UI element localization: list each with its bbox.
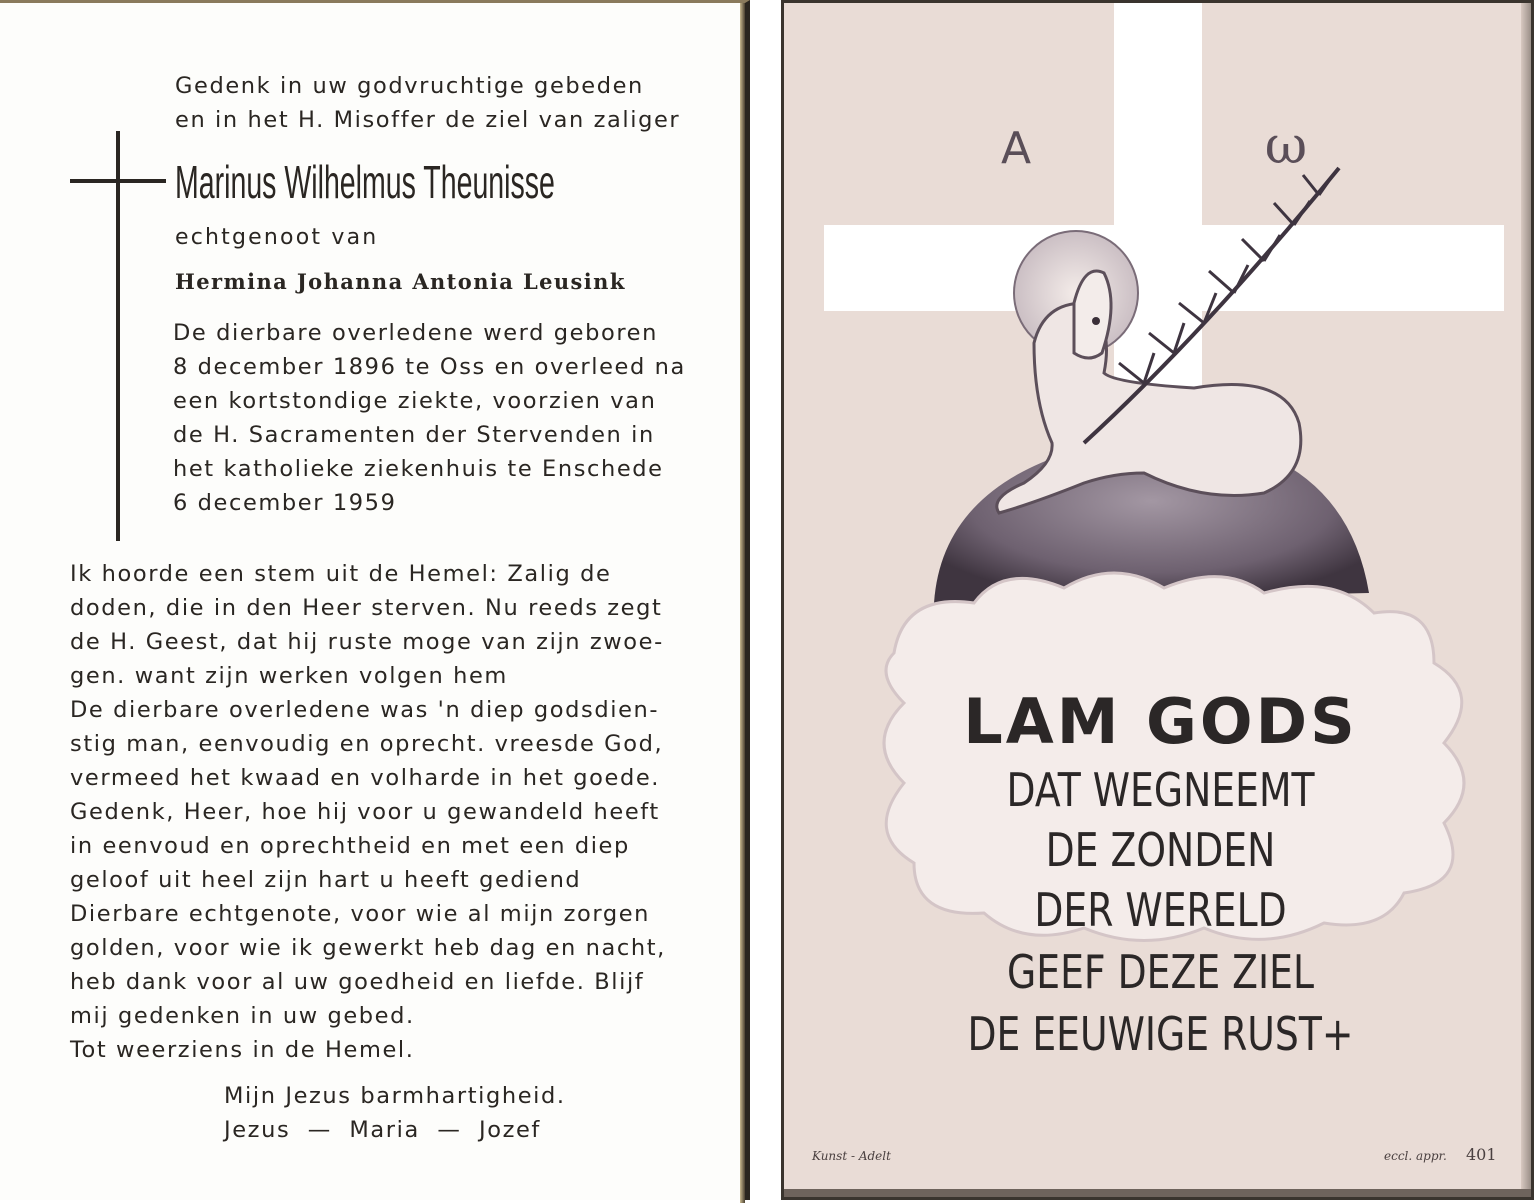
text-line: vermeed het kwaad en volharde in het goede. (70, 765, 661, 791)
intro-line: Gedenk in uw godvruchtige gebeden (175, 73, 644, 99)
prayer-card-image-side (781, 0, 1534, 1200)
lamb-head (1074, 271, 1111, 358)
deceased-name: Marinus Wilhelmus Theunisse (175, 156, 555, 208)
artist-credit: Kunst - Adelt (812, 1149, 891, 1163)
bio-line: het katholieke ziekenhuis te Enschede (173, 456, 664, 482)
prayer-line: DE EEUWIGE RUST+ (967, 1007, 1354, 1061)
bio-line: 8 december 1896 te Oss en overleed na (173, 354, 686, 380)
intro-text (175, 69, 680, 137)
prayer-line: GEEF DEZE ZIEL (1007, 945, 1314, 999)
bio-line: 6 december 1959 (173, 490, 397, 516)
spouse-label: echtgenoot van (175, 225, 379, 250)
card-title: LAM GODS (963, 685, 1358, 758)
bio-line: een kortstondige ziekte, voorzien van (173, 388, 657, 414)
alpha-symbol: A (1000, 123, 1032, 174)
prayer-card-text-side (0, 0, 750, 1200)
omega-symbol: ω (1264, 116, 1308, 176)
text-line: Ik hoorde een stem uit de Hemel: Zalig de (70, 561, 612, 587)
spouse-name: Hermina Johanna Antonia Leusink (175, 269, 626, 294)
text-line: de H. Geest, dat hij ruste moge van zijn zwoe- (70, 629, 664, 655)
prayer-line: DE ZONDEN (1045, 823, 1276, 877)
bio-line: De dierbare overledene werd geboren (173, 320, 658, 346)
closing-prayer (224, 1079, 566, 1147)
text-line: De dierbare overledene was 'n diep godsdien- (70, 697, 660, 723)
memorial-text (70, 557, 666, 1067)
text-line: in eenvoud en oprechtheid en met een diep (70, 833, 630, 859)
intro-line: en in het H. Misoffer de ziel van zaliger (175, 107, 681, 133)
bio-line: de H. Sacramenten der Stervenden in (173, 422, 655, 448)
cross-horizontal (824, 225, 1504, 311)
text-line: golden, voor wie ik gewerkt heb dag en nacht, (70, 935, 666, 961)
approval-number: 401 (1466, 1145, 1497, 1164)
text-line: Tot weerziens in de Hemel. (70, 1037, 415, 1063)
text-line: heb dank voor al uw goedheid en liefde. Blijf (70, 969, 645, 995)
text-line: Gedenk, Heer, hoe hij voor u gewandeld heeft (70, 799, 660, 825)
card-edge (1521, 3, 1531, 1197)
text-line: stig man, eenvoudig en oprecht. vreesde God, (70, 731, 664, 757)
prayer-line: DAT WEGNEEMT (1006, 763, 1315, 817)
approval-label: eccl. appr. (1384, 1149, 1447, 1163)
closing-line: Jezus — Maria — Jozef (224, 1117, 541, 1143)
cross-icon (116, 131, 120, 541)
text-line: doden, die in den Heer sterven. Nu reeds zegt (70, 595, 663, 621)
biography (173, 316, 686, 520)
cross-icon-bar (70, 179, 166, 183)
prayer-line: DER WERELD (1034, 883, 1287, 937)
text-line: gen. want zijn werken volgen hem (70, 663, 508, 689)
closing-line: Mijn Jezus barmhartigheid. (224, 1083, 566, 1109)
text-line: geloof uit heel zijn hart u heeft gediend (70, 867, 582, 893)
text-line: Dierbare echtgenote, voor wie al mijn zorgen (70, 901, 651, 927)
card-edge (784, 1189, 1531, 1197)
text-line: mij gedenken in uw gebed. (70, 1003, 415, 1029)
